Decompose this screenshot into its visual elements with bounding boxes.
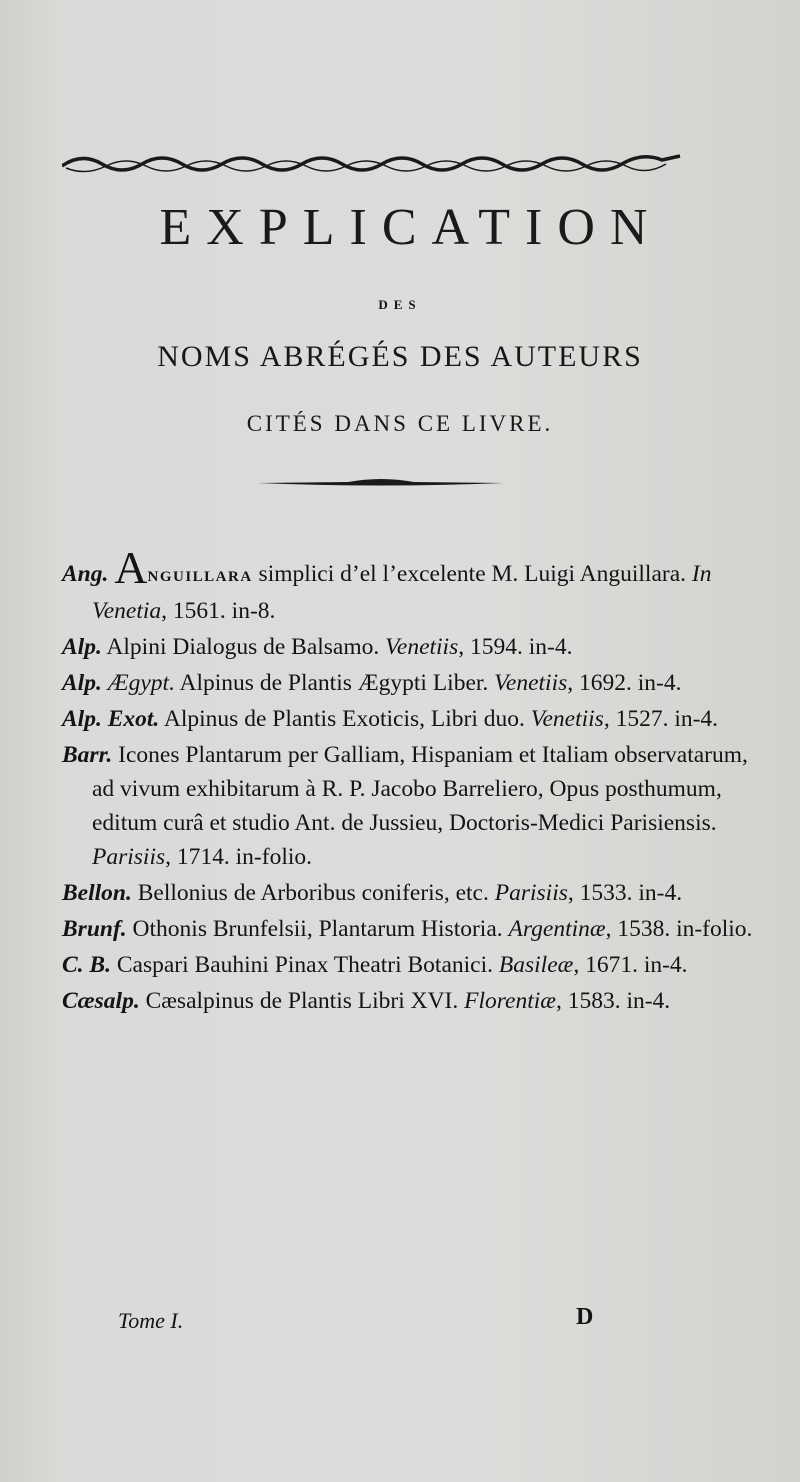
page-title: EXPLICATION (159, 199, 663, 256)
entry-date: , 1527. in-4. (603, 706, 719, 732)
entry-place: Venetiis (530, 706, 604, 732)
entry-abbreviation: Alp. (62, 670, 102, 696)
entry-place: In Venetia (92, 561, 712, 624)
entry-abbreviation: Alp. (62, 634, 102, 660)
entry-abbreviation: Alp. (62, 706, 102, 732)
list-item (62, 912, 762, 946)
page-subtitle-line2: CITÉS DANS CE LIVRE. (246, 411, 554, 436)
ornamental-border (62, 148, 684, 178)
entry-abbreviation: Bellon. (62, 880, 132, 906)
entry-place: Venetiis (385, 634, 459, 660)
list-item (62, 738, 762, 874)
entry-abbreviation-sub: Exot. (101, 706, 160, 732)
entry-author-smallcaps: NGUILLARA (147, 569, 253, 585)
list-item (62, 630, 762, 664)
entry-text: Cæsalpinus de Plantis Libri XVI. (139, 988, 465, 1014)
entries-list (62, 542, 762, 1020)
entry-place: Parisiis (92, 844, 166, 870)
entry-text: Othonis Brunfelsii, Plantarum Historia. (126, 916, 509, 942)
entry-place: Basileæ (498, 952, 574, 978)
entry-text: Alpinus de Plantis Ægypti Liber. (174, 670, 495, 696)
page-subtitle: NOMS ABRÉGÉS DES AUTEURS (157, 340, 643, 373)
entry-abbreviation: Brunf. (62, 916, 127, 942)
entry-text: Icones Plantarum per Galliam, Hispaniam et Italiam observatarum, ad vivum exhibitarum à R. P. Jacobo Barreliero, Opus posthumum, editum curâ et studio Ant. de Jussieu, Doctoris-Medici Parisiensis. (92, 742, 748, 836)
entry-text: simplici d’el l’excelente M. Luigi Anguillara. (252, 561, 692, 587)
entry-date: , 1533. in-4. (567, 880, 683, 906)
list-item (62, 542, 762, 628)
volume-label: Tome I. (118, 1308, 184, 1333)
entry-abbreviation: Ang. (62, 561, 109, 587)
entry-text: Caspari Bauhini Pinax Theatri Botanici. (110, 952, 499, 978)
entry-place: Florentiæ (464, 988, 556, 1014)
entry-text: Alpinus de Plantis Exoticis, Libri duo. (159, 706, 531, 732)
list-item (62, 984, 762, 1018)
decorative-rule (258, 474, 504, 490)
entry-text: Bellonius de Arboribus coniferis, etc. (131, 880, 495, 906)
entry-abbreviation: Cæsalp. (62, 988, 140, 1014)
entry-date: , 1714. in-folio. (165, 844, 313, 870)
entry-text: Alpini Dialogus de Balsamo. (101, 634, 386, 660)
list-item (62, 948, 762, 982)
entry-abbreviation: C. B. (62, 952, 111, 978)
entry-place: Parisiis (494, 880, 568, 906)
entry-date: , 1538. in-folio. (605, 916, 753, 942)
list-item (62, 876, 762, 910)
entry-abbreviation: Barr. (62, 742, 113, 768)
signature-mark: D (576, 1304, 594, 1330)
entry-place: Argentinæ (508, 916, 606, 942)
entry-place: Venetiis (494, 670, 568, 696)
entry-date: , 1561. in-8. (161, 598, 276, 624)
entry-date: , 1583. in-4. (555, 988, 671, 1014)
title-connector: DES (378, 297, 422, 312)
list-item (62, 702, 762, 736)
entry-abbreviation-sub: Ægypt. (101, 670, 175, 696)
list-item (62, 666, 762, 700)
drop-cap: A (114, 542, 148, 593)
entry-date: , 1594. in-4. (458, 634, 573, 660)
entry-date: , 1692. in-4. (567, 670, 682, 696)
entry-date: , 1671. in-4. (573, 952, 688, 978)
